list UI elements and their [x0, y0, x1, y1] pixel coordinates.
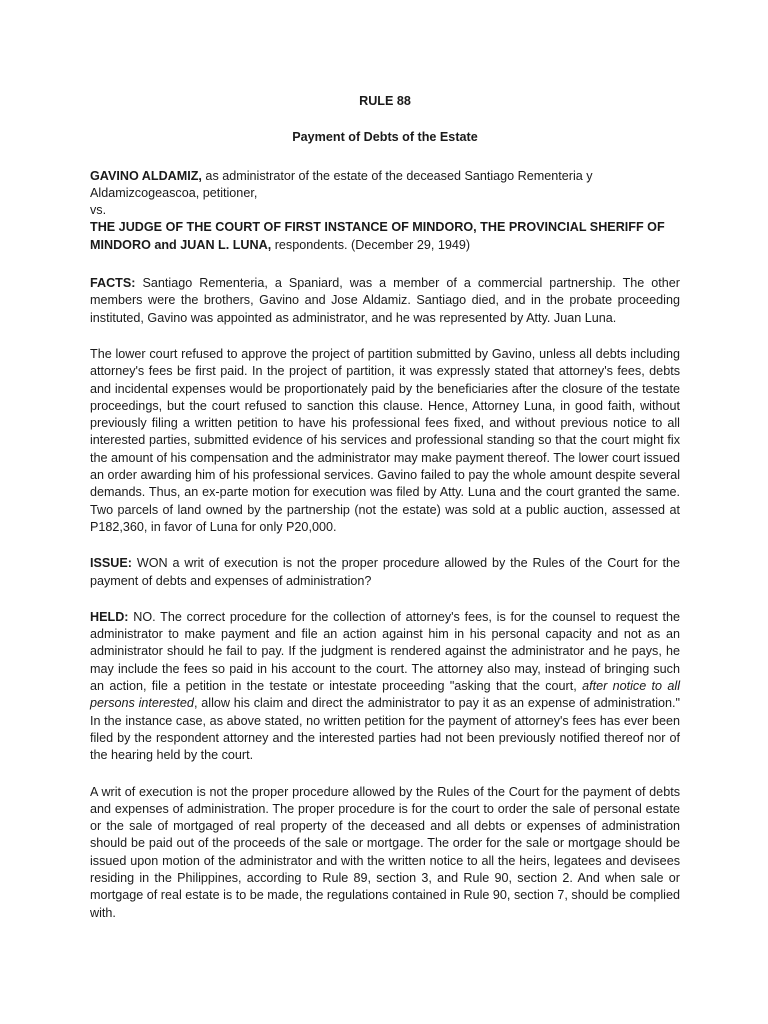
held-label: HELD: [90, 609, 129, 624]
petitioner-name: GAVINO ALDAMIZ, [90, 168, 202, 183]
respondents-names: THE JUDGE OF THE COURT OF FIRST INSTANCE OF MINDORO, THE PROVINCIAL SHERIFF OF MINDORO and JUAN L. LUNA, [90, 220, 665, 252]
facts-text: Santiago Rementeria, a Spaniard, was a member of a commercial partnership. The other members were the brothers, Gavino and Jose Aldamiz. Santiago died, and in the probate proceeding instituted, Gavino was appointed as administrator, and he was represented by Atty. Juan Luna. [90, 276, 680, 325]
versus-label: vs. [90, 203, 107, 218]
held-paragraph-2: A writ of execution is not the proper procedure allowed by the Rules of the Court for the payment of debts and expenses of administration. The proper procedure is for the court to order the sale of personal estate or the sale of mortgaged of real property of the deceased and all debts or expenses of administration should be paid out of the proceeds of the sale or mortgage. The order for the sale or mortgage should be issued upon motion of the administrator and with the written notice to all the heirs, legatees and devisees residing in the Philippines, according to Rule 89, section 3, and Rule 90, section 2. And when sale or mortgage of real estate is to be made, the regulations contained in Rule 90, section 7, should be complied with. [90, 784, 680, 920]
respondents-description: respondents. (December 29, 1949) [271, 237, 471, 252]
held-italic-text: after notice to all persons interested [90, 679, 680, 711]
case-caption [90, 168, 680, 254]
issue-text: WON a writ of execution is not the proper procedure allowed by the Rules of the Court for the payment of debts and expenses of administration? [90, 556, 680, 588]
facts-paragraph [90, 275, 680, 327]
held-text: NO. The correct procedure for the collection of attorney's fees, is for the counsel to request the administrator to make payment and file an action against him in his personal capacity and not as an administrator should he fail to pay. If the judgment is rendered against the administrator and he pays, he may include the fees so paid in his account to the court. The attorney also may, instead of bringing such an action, file a petition in the testate or intestate proceeding "asking that the court, [90, 609, 680, 694]
issue-paragraph [90, 555, 680, 590]
petitioner-line [90, 168, 680, 203]
issue-label: ISSUE: [90, 556, 132, 571]
held-text-continued: , allow his claim and direct the administrator to pay it as an expense of administration." In the instance case, as above stated, no written petition for the payment of attorney's fees has ever been filed by the respondent attorney and the interested parties had not been previously notified thereof nor of the hearing held by the court. [90, 696, 680, 763]
facts-paragraph-2: The lower court refused to approve the project of partition submitted by Gavino, unless all debts including attorney's fees be first paid. In the project of partition, it was expressly stated that attorney's fees, debts and incidental expenses would be proportionately paid by the beneficiaries after the closure of the testate proceedings, but the court refused to sanction this clause. Hence, Attorney Luna, in good faith, without previously filing a written petition to have his professional fees fixed, and without previous notice to all interested parties, submitted evidence of his services and professional standing so that the court might fix the amount of his compensation and the administrator may make payment thereof. The lower court issued an order awarding him of his professional services. Gavino failed to pay the whole amount despite several demands. Thus, an ex-parte motion for execution was filed by Atty. Luna and the court granted the same. Two parcels of land owned by the partnership (not the estate) was sold at a public auction, assessed at P182,360, in favor of Luna for only P20,000. [90, 346, 680, 534]
petitioner-description: as administrator of the estate of the deceased Santiago Rementeria y Aldamizcogeascoa, petitioner, [90, 168, 593, 200]
rule-heading: RULE 88 [359, 94, 411, 108]
document-subtitle: Payment of Debts of the Estate [292, 130, 478, 145]
respondents-line [90, 219, 680, 254]
facts-label: FACTS: [90, 276, 136, 291]
document-page [90, 93, 680, 941]
held-paragraph [90, 609, 680, 765]
